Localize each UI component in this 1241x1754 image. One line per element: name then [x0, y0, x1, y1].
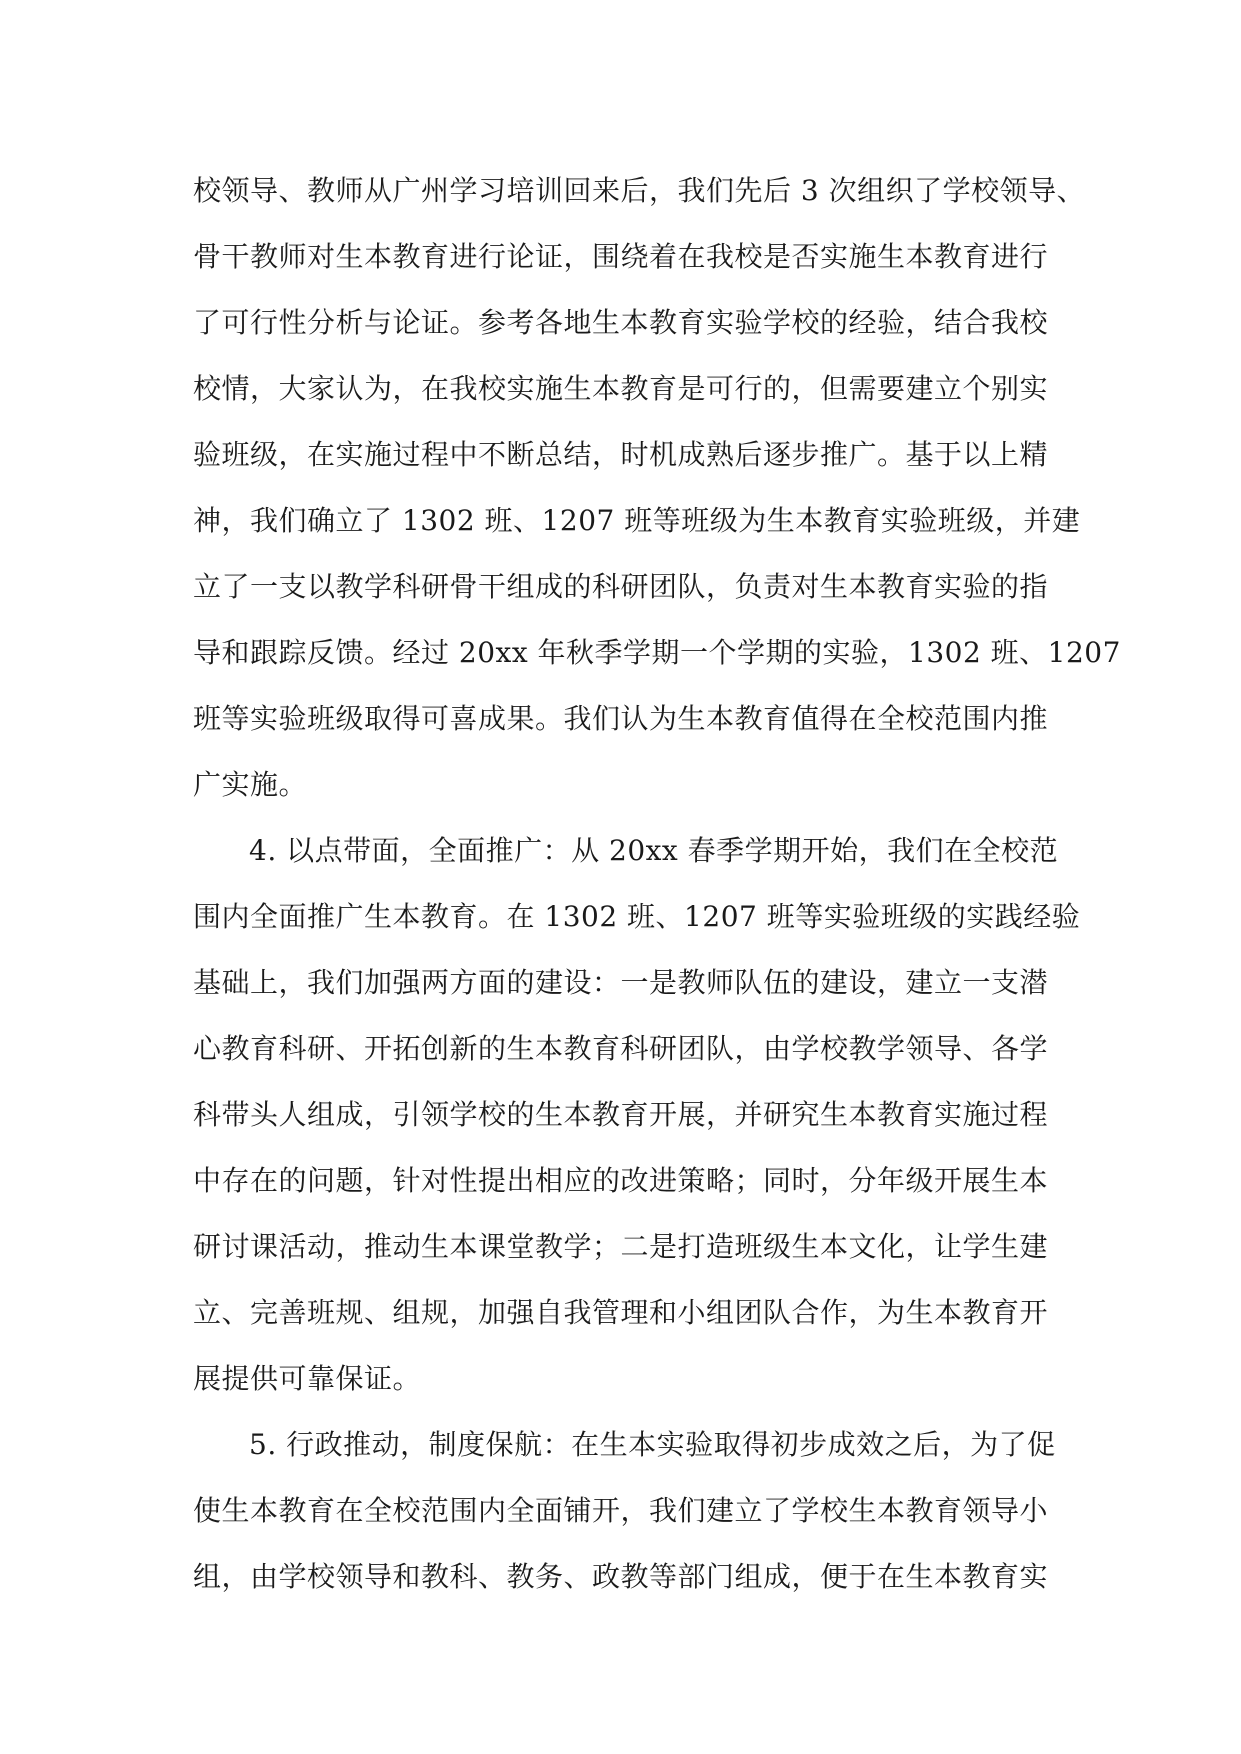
- text-line: 校领导、教师从广州学习培训回来后，我们先后 3 次组织了学校领导、: [193, 174, 1086, 207]
- text-line: 展提供可靠保证。: [193, 1362, 422, 1395]
- text-line: 导和跟踪反馈。经过 20xx 年秋季学期一个学期的实验，1302 班、1207: [193, 636, 1121, 669]
- text-line: 校情，大家认为，在我校实施生本教育是可行的，但需要建立个别实: [193, 372, 1049, 405]
- text-line: 立、完善班规、组规，加强自我管理和小组团队合作，为生本教育开: [193, 1296, 1049, 1329]
- document-body: [193, 158, 1121, 1610]
- text-line: 围内全面推广生本教育。在 1302 班、1207 班等实验班级的实践经验: [193, 900, 1081, 933]
- text-line: 广实施。: [193, 768, 308, 801]
- text-line: 基础上，我们加强两方面的建设：一是教师队伍的建设，建立一支潜: [193, 966, 1049, 999]
- text-line: 立了一支以教学科研骨干组成的科研团队，负责对生本教育实验的指: [193, 570, 1049, 603]
- text-line: 验班级，在实施过程中不断总结，时机成熟后逐步推广。基于以上精: [193, 438, 1049, 471]
- text-line: 中存在的问题，针对性提出相应的改进策略；同时，分年级开展生本: [193, 1164, 1049, 1197]
- text-line: 研讨课活动，推动生本课堂教学；二是打造班级生本文化，让学生建: [193, 1230, 1049, 1263]
- paragraph-4-first-line: 4. 以点带面，全面推广：从 20xx 春季学期开始，我们在全校范: [249, 834, 1059, 867]
- text-line: 神，我们确立了 1302 班、1207 班等班级为生本教育实验班级，并建: [193, 504, 1081, 537]
- text-line: 心教育科研、开拓创新的生本教育科研团队，由学校教学领导、各学: [193, 1032, 1049, 1065]
- paragraph-5-first-line: 5. 行政推动，制度保航：在生本实验取得初步成效之后，为了促: [249, 1428, 1056, 1461]
- text-line: 了可行性分析与论证。参考各地生本教育实验学校的经验，结合我校: [193, 306, 1049, 339]
- text-line: 骨干教师对生本教育进行论证，围绕着在我校是否实施生本教育进行: [193, 240, 1049, 273]
- text-line: 科带头人组成，引领学校的生本教育开展，并研究生本教育实施过程: [193, 1098, 1049, 1131]
- text-line: 班等实验班级取得可喜成果。我们认为生本教育值得在全校范围内推: [193, 702, 1049, 735]
- text-line: 使生本教育在全校范围内全面铺开，我们建立了学校生本教育领导小: [193, 1494, 1049, 1527]
- text-line: 组，由学校领导和教科、教务、政教等部门组成，便于在生本教育实: [193, 1560, 1049, 1593]
